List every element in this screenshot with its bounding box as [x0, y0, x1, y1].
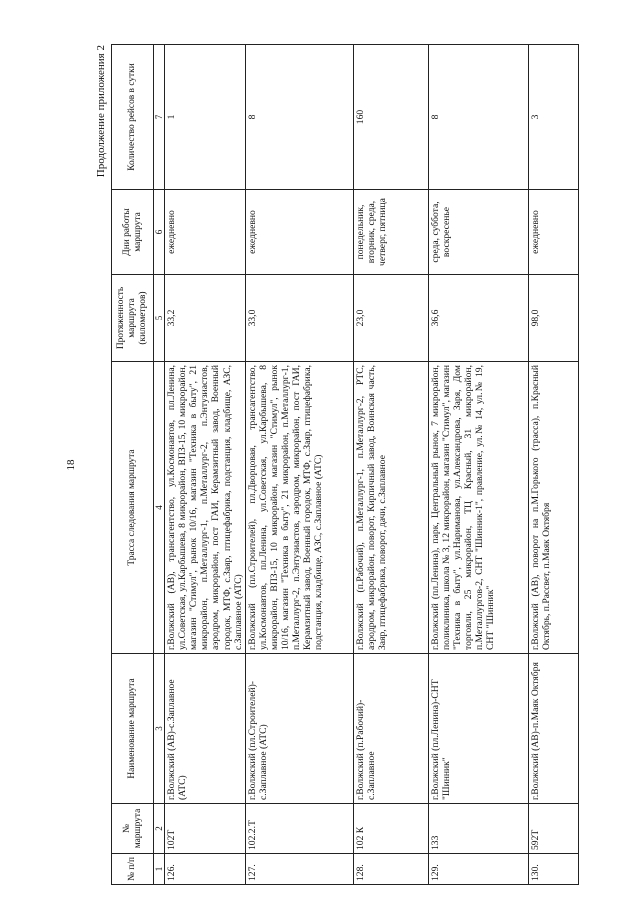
route-length: 23,0 — [353, 275, 428, 362]
row-number: 127. — [245, 854, 353, 885]
table-row — [353, 45, 428, 885]
route-number: 592Т — [528, 804, 578, 854]
route-name: г.Волжский (АВ)-с.Заплавное (АТС) — [165, 654, 245, 804]
work-days: среда, суббота, воскресенье — [428, 190, 528, 275]
trips-per-day: 1 — [165, 45, 245, 190]
row-number: 130. — [528, 854, 578, 885]
row-number: 126. — [165, 854, 245, 885]
rotated-page-content — [55, 45, 595, 885]
column-number: 5 — [154, 275, 165, 362]
column-number: 7 — [154, 45, 165, 190]
route-length: 98,0 — [528, 275, 578, 362]
header-route-length: Протяженность маршрута (километров) — [112, 275, 154, 362]
column-number: 6 — [154, 190, 165, 275]
header-work-days: Дни работы маршрута — [112, 190, 154, 275]
trips-per-day: 8 — [428, 45, 528, 190]
work-days: ежедневно — [245, 190, 353, 275]
table-row — [245, 45, 353, 885]
work-days: ежедневно — [528, 190, 578, 275]
route-name: г.Волжский (пл.Строителей)-с.Заплавное (АТС) — [245, 654, 353, 804]
column-number: 2 — [154, 804, 165, 854]
header-route-path: Трасса следования маршрута — [112, 362, 154, 654]
header-trips-per-day: Количество рейсов в сутки — [112, 45, 154, 190]
route-name: г.Волжский (АВ)-п.Маяк Октября — [528, 654, 578, 804]
route-path: г.Волжский (АВ), поворот на п.М.Горького (трасса), п.Красный Октябрь, п.Рассвет, п.Маяк Октября — [528, 362, 578, 654]
routes-table — [111, 44, 579, 885]
column-number-row — [154, 45, 165, 885]
row-number: 129. — [428, 854, 528, 885]
route-number: 102Т — [165, 804, 245, 854]
row-number: 128. — [353, 854, 428, 885]
route-name: г.Волжский (пл.Ленина)-СНТ "Шинник" — [428, 654, 528, 804]
table-row — [428, 45, 528, 885]
route-path: г.Волжский (АВ), трансагентство, ул.Космонавтов, пл.Ленина, ул.Советская, ул.Карбышева, 8 микрорайон, ВПЗ-15, 10 микрорайон, магазин "Стимул", рынок 10/16, магазин "Техника в быту", 21 микрорайон, п.Металлург-1, п.Металлург-2, п.Энтузиастов, аэродром, микрорайон, пост ГАИ, Керамзитный завод, Военный городок, МТФ, с.Заяр, птицефабрика, подстанция, кладбище, АЗС, с.Заплавное (АТС) — [165, 362, 245, 654]
route-name: г.Волжский (п.Рабочий)-с.Заплавное — [353, 654, 428, 804]
work-days: понедельник, вторник, среда, четверг, пятница — [353, 190, 428, 275]
route-path: г.Волжский (п.Рабочий), п.Металлург-1, п.Металлург-2, РТС, аэродром, микрорайон, поворот, Кирпичный завод, Воинская часть, Заяр, птицефабрика, поворот, дачи, с.Заплавное — [353, 362, 428, 654]
column-number: 4 — [154, 362, 165, 654]
trips-per-day: 3 — [528, 45, 578, 190]
route-number: 102.2.Т — [245, 804, 353, 854]
table-row — [165, 45, 245, 885]
route-number: 102 К — [353, 804, 428, 854]
route-path: г.Волжский (пл.Строителей), пл.Дворцовая, трансагентство, ул.Космонавтов, пл.Ленина, ул.Советская, ул.Карбышева, 8 микрорайон, ВПЗ-15, 10 микрорайон, магазин "Стимул", рынок 10/16, магазин "Техника в быту", 21 микрорайон, п.Металлург-1, п.Металлург-2, п.Энтузиастов, аэродром, микрорайон, пост ГАИ, Керамзитный завод, Военный городок, МТФ, с.Заяр, птицефабрика, подстанция, кладбище, АЗС, с.Заплавное (АТС) — [245, 362, 353, 654]
route-length: 33,0 — [245, 275, 353, 362]
work-days: ежедневно — [165, 190, 245, 275]
table-header-row — [112, 45, 154, 885]
continuation-label: Продолжение приложения 2 — [95, 45, 107, 178]
table-row — [528, 45, 578, 885]
route-length: 36,6 — [428, 275, 528, 362]
header-route-number: № маршрута — [112, 804, 154, 854]
trips-per-day: 8 — [245, 45, 353, 190]
header-number: № п/п — [112, 854, 154, 885]
trips-per-day: 160 — [353, 45, 428, 190]
route-path: г.Волжский (пл.Ленина), парк, Центральный рынок, 7 микрорайон, поликлиника, школа № 3, 12 микрорайон, магазин "Стимул", магазин "Техника в быту", ул.Нариманова, ул.Александрова, Заря, Дом торговли, 25 микрорайон, ТЦ Красный, 31 микрорайон, п.Металлургов-2, СНТ "Шинник-1", правление, ул.№ 14, ул.№ 19, СНТ "Шинник" — [428, 362, 528, 654]
page-number: 18 — [65, 459, 77, 471]
column-number: 1 — [154, 854, 165, 885]
route-length: 33,2 — [165, 275, 245, 362]
column-number: 3 — [154, 654, 165, 804]
route-number: 133 — [428, 804, 528, 854]
header-route-name: Наименование маршрута — [112, 654, 154, 804]
